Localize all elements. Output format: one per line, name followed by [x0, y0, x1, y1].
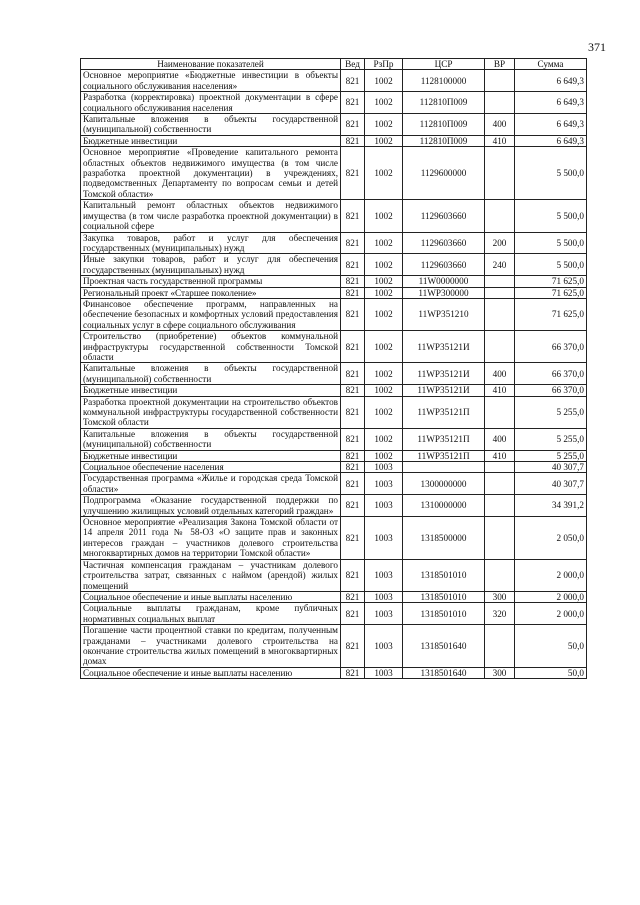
cell-rzpr: 1003 [365, 603, 403, 625]
table-row [81, 92, 587, 114]
cell-ved: 821 [341, 287, 365, 298]
table-row [81, 591, 587, 602]
cell-csr: 1129603660 [403, 254, 485, 276]
cell-ved: 821 [341, 517, 365, 560]
cell-ved: 821 [341, 363, 365, 385]
cell-sum: 5 500,0 [515, 147, 587, 200]
cell-rzpr: 1003 [365, 517, 403, 560]
cell-sum: 2 050,0 [515, 517, 587, 560]
cell-ved: 821 [341, 298, 365, 330]
table-row [81, 667, 587, 678]
cell-ved: 821 [341, 667, 365, 678]
cell-rzpr: 1003 [365, 591, 403, 602]
cell-csr: 11WP351210 [403, 298, 485, 330]
header-sum: Сумма [515, 59, 587, 70]
cell-vr: 400 [485, 428, 515, 450]
cell-csr: 1129603660 [403, 232, 485, 254]
cell-csr: 112810П009 [403, 135, 485, 146]
cell-rzpr: 1002 [365, 428, 403, 450]
cell-rzpr: 1002 [365, 70, 403, 92]
cell-vr [485, 517, 515, 560]
cell-name: Разработка проектной документации на строительство объектов коммунальной инфраструктуры государственной собственности Томской области [81, 396, 341, 428]
cell-ved: 821 [341, 396, 365, 428]
cell-csr: 11WP35121И [403, 363, 485, 385]
cell-ved: 821 [341, 385, 365, 396]
cell-sum: 66 370,0 [515, 385, 587, 396]
cell-sum: 40 307,7 [515, 462, 587, 473]
cell-vr: 400 [485, 114, 515, 136]
cell-rzpr: 1003 [365, 495, 403, 517]
cell-name: Иные закупки товаров, работ и услуг для обеспечения государственных (муниципальных) нужд [81, 254, 341, 276]
cell-csr: 1318501010 [403, 559, 485, 591]
cell-name: Социальное обеспечение и иные выплаты населению [81, 591, 341, 602]
cell-sum: 5 255,0 [515, 450, 587, 461]
cell-rzpr: 1002 [365, 385, 403, 396]
cell-ved: 821 [341, 591, 365, 602]
cell-sum: 6 649,3 [515, 70, 587, 92]
cell-vr: 240 [485, 254, 515, 276]
cell-vr [485, 287, 515, 298]
table-row [81, 287, 587, 298]
cell-rzpr: 1002 [365, 254, 403, 276]
table-row [81, 428, 587, 450]
cell-sum: 66 370,0 [515, 331, 587, 363]
cell-vr: 300 [485, 591, 515, 602]
cell-ved: 821 [341, 276, 365, 287]
cell-csr: 1300000000 [403, 473, 485, 495]
cell-csr: 1318501640 [403, 667, 485, 678]
table-row [81, 254, 587, 276]
cell-csr: 11WP35121И [403, 331, 485, 363]
cell-sum: 6 649,3 [515, 114, 587, 136]
cell-ved: 821 [341, 559, 365, 591]
cell-csr: 1318500000 [403, 517, 485, 560]
cell-ved: 821 [341, 147, 365, 200]
cell-rzpr: 1002 [365, 92, 403, 114]
cell-name: Капитальный ремонт областных объектов недвижимого имущества (в том числе разработка проектной документации) в социальной сфере [81, 200, 341, 232]
table-row [81, 517, 587, 560]
cell-ved: 821 [341, 92, 365, 114]
cell-csr: 1318501640 [403, 625, 485, 668]
table-header [81, 59, 587, 70]
cell-vr [485, 331, 515, 363]
header-name: Наименование показателей [81, 59, 341, 70]
cell-sum: 5 500,0 [515, 254, 587, 276]
cell-ved: 821 [341, 625, 365, 668]
cell-vr: 320 [485, 603, 515, 625]
table-row [81, 298, 587, 330]
cell-rzpr: 1003 [365, 625, 403, 668]
cell-vr [485, 298, 515, 330]
cell-ved: 821 [341, 135, 365, 146]
cell-sum: 5 255,0 [515, 396, 587, 428]
cell-rzpr: 1002 [365, 287, 403, 298]
cell-vr [485, 147, 515, 200]
cell-name: Государственная программа «Жилье и городская среда Томской области» [81, 473, 341, 495]
cell-ved: 821 [341, 232, 365, 254]
cell-vr [485, 396, 515, 428]
table-row [81, 559, 587, 591]
cell-vr [485, 462, 515, 473]
table-row [81, 462, 587, 473]
cell-name: Основное мероприятие «Проведение капитального ремонта областных объектов недвижимого имущества (в том числе разработка проектной документации) в учреждениях, подведомственных Департаменту по вопросам семьи и детей Томской области» [81, 147, 341, 200]
cell-sum: 40 307,7 [515, 473, 587, 495]
cell-name: Социальное обеспечение населения [81, 462, 341, 473]
cell-ved: 821 [341, 428, 365, 450]
cell-ved: 821 [341, 70, 365, 92]
cell-vr [485, 276, 515, 287]
cell-csr: 112810П009 [403, 114, 485, 136]
header-rzpr: РзПр [365, 59, 403, 70]
cell-csr: 11WP300000 [403, 287, 485, 298]
cell-sum: 71 625,0 [515, 276, 587, 287]
cell-csr: 11WP35121П [403, 396, 485, 428]
cell-sum: 5 255,0 [515, 428, 587, 450]
cell-rzpr: 1002 [365, 298, 403, 330]
cell-name: Погашение части процентной ставки по кредитам, полученным гражданами – участниками долевого строительства на окончание строительства жилых помещений в многоквартирных домах [81, 625, 341, 668]
cell-sum: 50,0 [515, 625, 587, 668]
cell-name: Основное мероприятие «Реализация Закона Томской области от 14 апреля 2011 года № 58-ОЗ «О защите прав и законных интересов граждан – участников долевого строительства многоквартирных домов на территории Томской области» [81, 517, 341, 560]
cell-csr: 112810П009 [403, 92, 485, 114]
cell-name: Проектная часть государственной программы [81, 276, 341, 287]
cell-rzpr: 1002 [365, 232, 403, 254]
header-csr: ЦСР [403, 59, 485, 70]
cell-rzpr: 1002 [365, 396, 403, 428]
cell-vr [485, 473, 515, 495]
header-ved: Вед [341, 59, 365, 70]
cell-name: Разработка (корректировка) проектной документации в сфере социального обслуживания населения [81, 92, 341, 114]
cell-ved: 821 [341, 254, 365, 276]
cell-rzpr: 1003 [365, 473, 403, 495]
cell-vr: 410 [485, 450, 515, 461]
cell-rzpr: 1002 [365, 276, 403, 287]
cell-ved: 821 [341, 473, 365, 495]
table-row [81, 473, 587, 495]
cell-sum: 6 649,3 [515, 92, 587, 114]
table-row [81, 385, 587, 396]
cell-ved: 821 [341, 603, 365, 625]
cell-name: Социальное обеспечение и иные выплаты населению [81, 667, 341, 678]
budget-table [80, 58, 587, 679]
table-row [81, 625, 587, 668]
table-row [81, 276, 587, 287]
cell-vr: 400 [485, 363, 515, 385]
table-row [81, 450, 587, 461]
cell-sum: 66 370,0 [515, 363, 587, 385]
table-row [81, 114, 587, 136]
cell-name: Региональный проект «Старшее поколение» [81, 287, 341, 298]
cell-sum: 71 625,0 [515, 287, 587, 298]
cell-rzpr: 1002 [365, 363, 403, 385]
cell-csr: 11W0000000 [403, 276, 485, 287]
table-row [81, 396, 587, 428]
cell-csr: 11WP35121И [403, 385, 485, 396]
cell-csr: 11WP35121П [403, 428, 485, 450]
cell-sum: 71 625,0 [515, 298, 587, 330]
cell-name: Подпрограмма «Оказание государственной поддержки по улучшению жилищных условий отдельных категорий граждан» [81, 495, 341, 517]
table-row [81, 147, 587, 200]
cell-rzpr: 1002 [365, 331, 403, 363]
cell-name: Частичная компенсация гражданам – участникам долевого строительства затрат, связанных с наймом (арендой) жилых помещений [81, 559, 341, 591]
header-row [81, 59, 587, 70]
cell-name: Финансовое обеспечение программ, направленных на обеспечение безопасных и комфортных условий предоставления социальных услуг в сфере социального обслуживания [81, 298, 341, 330]
cell-sum: 5 500,0 [515, 232, 587, 254]
cell-rzpr: 1002 [365, 450, 403, 461]
cell-sum: 5 500,0 [515, 200, 587, 232]
cell-sum: 50,0 [515, 667, 587, 678]
cell-csr: 1129600000 [403, 147, 485, 200]
cell-name: Социальные выплаты гражданам, кроме публичных нормативных социальных выплат [81, 603, 341, 625]
cell-sum: 34 391,2 [515, 495, 587, 517]
cell-name: Бюджетные инвестиции [81, 135, 341, 146]
table-row [81, 232, 587, 254]
table-row [81, 603, 587, 625]
cell-vr [485, 559, 515, 591]
cell-name: Бюджетные инвестиции [81, 450, 341, 461]
table-row [81, 495, 587, 517]
cell-ved: 821 [341, 450, 365, 461]
table-row [81, 363, 587, 385]
cell-ved: 821 [341, 114, 365, 136]
cell-csr: 1318501010 [403, 591, 485, 602]
cell-csr: 11WP35121П [403, 450, 485, 461]
page-number: 371 [588, 40, 606, 54]
cell-rzpr: 1003 [365, 667, 403, 678]
cell-vr [485, 92, 515, 114]
cell-name: Основное мероприятие «Бюджетные инвестиции в объекты социального обслуживания населения» [81, 70, 341, 92]
cell-vr: 300 [485, 667, 515, 678]
cell-ved: 821 [341, 200, 365, 232]
cell-name: Капитальные вложения в объекты государственной (муниципальной) собственности [81, 363, 341, 385]
cell-sum: 6 649,3 [515, 135, 587, 146]
cell-sum: 2 000,0 [515, 591, 587, 602]
cell-vr: 410 [485, 135, 515, 146]
cell-ved: 821 [341, 331, 365, 363]
cell-ved: 821 [341, 462, 365, 473]
table-row [81, 200, 587, 232]
table-row [81, 135, 587, 146]
cell-name: Капитальные вложения в объекты государственной (муниципальной) собственности [81, 114, 341, 136]
cell-rzpr: 1002 [365, 147, 403, 200]
cell-rzpr: 1002 [365, 135, 403, 146]
table-body [81, 70, 587, 679]
table-row [81, 70, 587, 92]
table-row [81, 331, 587, 363]
cell-rzpr: 1003 [365, 462, 403, 473]
cell-csr: 1128100000 [403, 70, 485, 92]
cell-name: Капитальные вложения в объекты государственной (муниципальной) собственности [81, 428, 341, 450]
header-vr: ВР [485, 59, 515, 70]
cell-csr: 1129603660 [403, 200, 485, 232]
cell-rzpr: 1003 [365, 559, 403, 591]
cell-rzpr: 1002 [365, 200, 403, 232]
cell-csr [403, 462, 485, 473]
cell-name: Закупка товаров, работ и услуг для обеспечения государственных (муниципальных) нужд [81, 232, 341, 254]
cell-vr [485, 495, 515, 517]
cell-vr: 200 [485, 232, 515, 254]
cell-csr: 1318501010 [403, 603, 485, 625]
cell-csr: 1310000000 [403, 495, 485, 517]
cell-vr [485, 200, 515, 232]
cell-vr [485, 70, 515, 92]
cell-sum: 2 000,0 [515, 559, 587, 591]
cell-ved: 821 [341, 495, 365, 517]
cell-name: Бюджетные инвестиции [81, 385, 341, 396]
cell-rzpr: 1002 [365, 114, 403, 136]
cell-vr [485, 625, 515, 668]
cell-vr: 410 [485, 385, 515, 396]
cell-name: Строительство (приобретение) объектов коммунальной инфраструктуры государственной собственности Томской области [81, 331, 341, 363]
cell-sum: 2 000,0 [515, 603, 587, 625]
